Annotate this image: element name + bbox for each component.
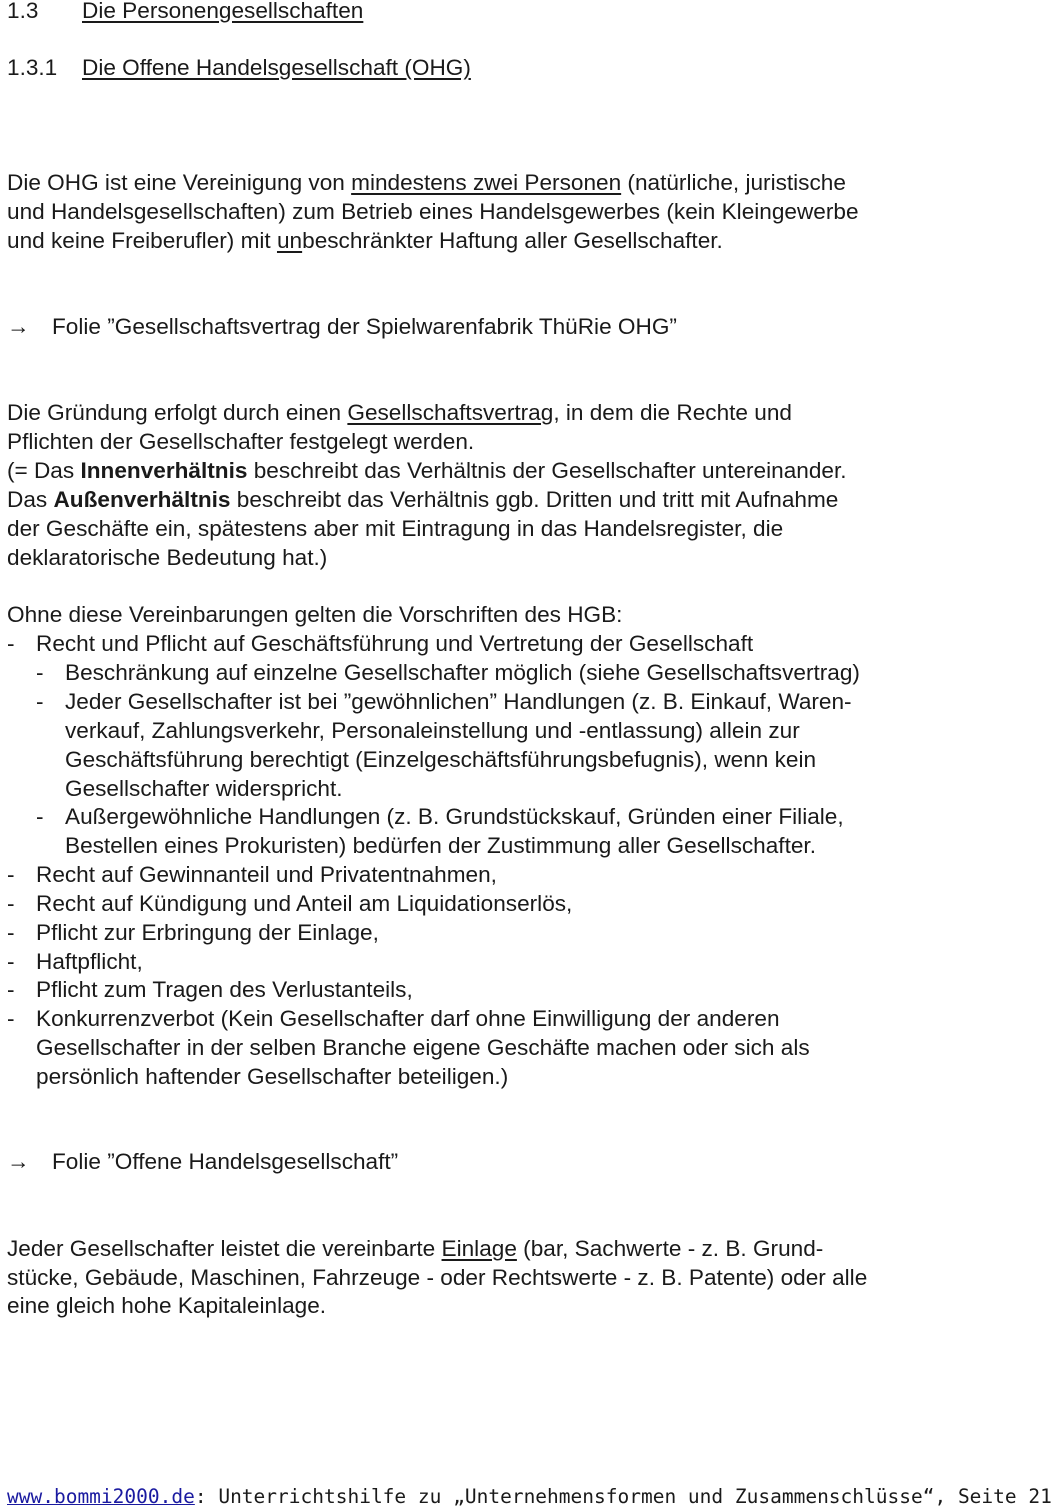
text: Die Gründung erfolgt durch einen [7, 400, 348, 425]
intro-line-3 [7, 227, 723, 255]
text: , in dem die Rechte und [553, 400, 792, 425]
sub-list-item-continued: Gesellschafter widerspricht. [65, 776, 343, 801]
gruendung-line-3 [7, 457, 847, 485]
list-item: Pflicht zur Erbringung der Einlage, [36, 920, 379, 945]
text: beschreibt das Verhältnis ggb. Dritten und tritt mit Aufnahme [230, 487, 839, 512]
sub-list-item: Außergewöhnliche Handlungen (z. B. Grundstückskauf, Gründen einer Filiale, [65, 804, 844, 829]
folie-reference-2 [7, 1148, 398, 1176]
folie-text: Folie ”Offene Handelsgesellschaft” [52, 1149, 399, 1174]
list-dash: - [7, 891, 15, 916]
einlage-line-1 [7, 1235, 823, 1263]
text: Die OHG ist eine Vereinigung von [7, 170, 352, 195]
underlined-text: un [276, 228, 303, 253]
list-item-continued: Gesellschafter in der selben Branche eigene Geschäfte machen oder sich als [36, 1035, 810, 1060]
list-item: Konkurrenzverbot (Kein Gesellschafter darf ohne Einwilligung der anderen [36, 1006, 780, 1031]
list-dash: - [36, 689, 44, 714]
heading-2-title: Die Offene Handelsgesellschaft (OHG) [82, 55, 471, 80]
list-item-continued: persönlich haftender Gesellschafter beteiligen.) [36, 1064, 509, 1089]
intro-line-1 [7, 169, 846, 197]
text: (bar, Sachwerte - z. B. Grund- [516, 1236, 824, 1261]
gruendung-line-4 [7, 486, 838, 514]
list-dash: - [7, 631, 15, 656]
underlined-text: mindestens zwei Personen [351, 170, 622, 195]
sub-list-item-continued: verkauf, Zahlungsverkehr, Personaleinstellung und -entlassung) allein zur [65, 718, 800, 743]
list-dash: - [7, 977, 15, 1002]
text: (natürliche, juristische [621, 170, 846, 195]
bold-term: Außenverhältnis [53, 487, 231, 512]
list-dash: - [7, 862, 15, 887]
page-footer [7, 1485, 1052, 1508]
einlage-line-2: stücke, Gebäude, Maschinen, Fahrzeuge - oder Rechtswerte - z. B. Patente) oder alle [7, 1265, 868, 1290]
list-dash: - [7, 920, 15, 945]
gruendung-line-6: deklaratorische Bedeutung hat.) [7, 545, 328, 570]
gruendung-line-2: Pflichten der Gesellschafter festgelegt werden. [7, 429, 475, 454]
heading-1 [7, 0, 363, 25]
list-dash: - [7, 949, 15, 974]
text: (= Das [7, 458, 81, 483]
list-dash: - [7, 1006, 15, 1031]
sub-list-item: Jeder Gesellschafter ist bei ”gewöhnlichen” Handlungen (z. B. Einkauf, Waren- [65, 689, 852, 714]
heading-1-title: Die Personengesellschaften [82, 0, 364, 23]
list-item: Pflicht zum Tragen des Verlustanteils, [36, 977, 413, 1002]
arrow-right-icon: → [7, 1149, 30, 1174]
list-item: Recht auf Kündigung und Anteil am Liquidationserlös, [36, 891, 573, 916]
sub-list-item-continued: Geschäftsführung berechtigt (Einzelgeschäftsführungsbefugnis), wenn kein [65, 747, 817, 772]
sub-list-item-continued: Bestellen eines Prokuristen) bedürfen der Zustimmung aller Gesellschafter. [65, 833, 816, 858]
folie-reference-1 [7, 313, 677, 341]
folie-text: Folie ”Gesellschaftsvertrag der Spielwarenfabrik ThüRie OHG” [52, 314, 677, 339]
arrow-right-icon: → [7, 314, 30, 339]
underlined-text: Einlage [441, 1236, 517, 1261]
list-dash: - [36, 660, 44, 685]
underlined-text: Gesellschaftsvertrag [347, 400, 554, 425]
intro-line-2: und Handelsgesellschaften) zum Betrieb eines Handelsgewerbes (kein Kleingewerbe [7, 199, 859, 224]
text: beschreibt das Verhältnis der Gesellschafter untereinander. [247, 458, 847, 483]
text: Das [7, 487, 54, 512]
heading-2 [7, 54, 471, 82]
list-item: Recht und Pflicht auf Geschäftsführung und Vertretung der Gesellschaft [36, 631, 754, 656]
bold-term: Innenverhältnis [80, 458, 248, 483]
text: und keine Freiberufler) mit [7, 228, 277, 253]
sub-list-item: Beschränkung auf einzelne Gesellschafter möglich (siehe Gesellschaftsvertrag) [65, 660, 860, 685]
footer-text: : Unterrichtshilfe zu „Unternehmensformen und Zusammenschlüsse“, Seite 21 [194, 1485, 1052, 1508]
heading-2-number: 1.3.1 [7, 55, 58, 80]
gruendung-line-5: der Geschäfte ein, spätestens aber mit Eintragung in das Handelsregister, die [7, 516, 784, 541]
hgb-intro: Ohne diese Vereinbarungen gelten die Vorschriften des HGB: [7, 602, 623, 627]
list-item: Haftpflicht, [36, 949, 143, 974]
einlage-line-3: eine gleich hohe Kapitaleinlage. [7, 1293, 327, 1318]
text: beschränkter Haftung aller Gesellschafter. [302, 228, 723, 253]
list-item: Recht auf Gewinnanteil und Privatentnahmen, [36, 862, 497, 887]
list-dash: - [36, 804, 44, 829]
text: Jeder Gesellschafter leistet die vereinbarte [7, 1236, 442, 1261]
heading-1-number: 1.3 [7, 0, 39, 23]
footer-link[interactable]: www.bommi2000.de [7, 1485, 195, 1508]
gruendung-line-1 [7, 399, 792, 427]
